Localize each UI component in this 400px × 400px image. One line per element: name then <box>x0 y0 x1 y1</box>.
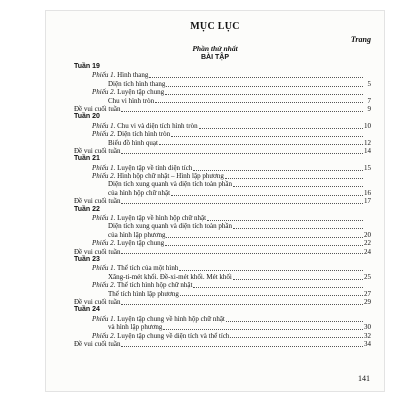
toc-page-number: 32 <box>364 331 371 340</box>
toc-entry-text: Tuần 19 <box>74 63 100 70</box>
worksheet-prefix: Phiếu 2. <box>92 88 116 97</box>
leader-dots <box>230 337 363 338</box>
leader-dots <box>207 220 363 221</box>
toc-entry <box>74 197 371 205</box>
worksheet-prefix: Phiếu 2. <box>92 281 116 290</box>
toc-entry-text: Tuần 20 <box>74 113 100 121</box>
toc-entry-text: Luyện tập chung về diện tích và thể tích <box>117 331 230 340</box>
worksheet-prefix: Phiếu 2. <box>92 130 116 139</box>
toc-entry-text: Đề vui cuối tuần <box>74 339 121 348</box>
toc-entry-label <box>92 281 192 289</box>
toc-entry-text: và hình lập phương <box>108 323 163 332</box>
toc-entry-label <box>74 340 120 348</box>
leader-dots <box>121 304 363 305</box>
toc-page-number: 34 <box>364 339 371 348</box>
leader-dots <box>233 279 363 280</box>
toc-entry <box>74 248 371 256</box>
toc-page-number: 10 <box>364 121 371 130</box>
toc-entry <box>74 298 371 306</box>
leader-dots <box>199 128 363 129</box>
toc-entry <box>74 172 371 180</box>
toc-entry <box>74 239 371 247</box>
leader-dots <box>121 346 363 347</box>
page-column-header: Trang <box>350 35 371 44</box>
toc-entry-text: Chu vi và diện tích hình tròn <box>117 121 198 130</box>
leader-dots <box>149 77 363 78</box>
toc-page-number: 15 <box>364 163 371 172</box>
toc-page-number: 24 <box>364 247 371 256</box>
leader-dots <box>180 295 363 296</box>
leader-dots <box>166 86 363 87</box>
toc-week-heading <box>74 155 371 163</box>
toc-entry-label <box>74 155 100 163</box>
toc-entry <box>74 315 371 323</box>
worksheet-prefix: Phiếu 1. <box>92 214 116 223</box>
toc-page-number: 20 <box>364 230 371 239</box>
toc-entry-text: Luyện tập chung <box>117 239 165 248</box>
toc-entry-text: Luyện tập về tính diện tích <box>117 163 193 172</box>
leader-dots <box>179 270 363 271</box>
leader-dots <box>163 329 363 330</box>
toc-entry-label <box>108 222 232 230</box>
toc-page-number: 27 <box>364 289 371 298</box>
toc-entry-text: Chu vi hình tròn <box>108 96 155 105</box>
toc-entry <box>74 122 371 130</box>
toc-entry-text: Đề vui cuối tuần <box>74 104 121 113</box>
toc-entry-text: Hình hộp chữ nhật – Hình lập phương <box>117 172 224 181</box>
toc-page-number: 22 <box>364 239 371 248</box>
toc-entry-label <box>74 113 100 121</box>
toc-entry-text: Diện tích hình tròn <box>117 130 171 139</box>
toc-entry <box>74 180 371 188</box>
toc-entry-text: Thể tích hình lập phương <box>108 289 179 298</box>
toc-entry <box>74 139 371 147</box>
toc-page-number: 5 <box>367 79 371 88</box>
toc-entry-label <box>74 248 120 256</box>
leader-dots <box>233 228 363 229</box>
toc-entry-label <box>92 315 225 323</box>
leader-dots <box>226 321 363 322</box>
toc-entry-text: Luyện tập chung về hình hộp chữ nhật <box>117 314 225 323</box>
toc-entry-label <box>92 71 148 79</box>
toc-entry <box>74 222 371 230</box>
worksheet-prefix: Phiếu 2. <box>92 239 116 248</box>
toc-entry-label <box>92 332 229 340</box>
toc-entry-text: của hình hộp chữ nhật <box>108 188 171 197</box>
toc-entry-text: Tuần 23 <box>74 255 100 263</box>
toc-entry-text: Diện tích hình thang <box>108 79 166 88</box>
leader-dots <box>121 153 363 154</box>
toc-page-number: 25 <box>364 272 371 281</box>
toc-entry-label <box>92 122 198 130</box>
leader-dots <box>193 170 363 171</box>
toc-week-heading <box>74 206 371 214</box>
toc-entry-label <box>92 239 164 247</box>
table-of-contents <box>74 63 371 348</box>
toc-entry-label <box>74 256 100 264</box>
toc-week-heading <box>74 306 371 314</box>
toc-entry-text: Đề vui cuối tuần <box>74 197 121 206</box>
part-subheading: BÀI TẬP <box>201 54 229 61</box>
toc-entry-text: Biểu đồ hình quạt <box>108 138 158 147</box>
part-heading: Phần thứ nhất <box>192 44 238 53</box>
toc-entry-text: Xăng-ti-mét khối. Đề-xi-mét khối. Mét khối <box>108 272 232 281</box>
toc-entry-label <box>108 273 232 281</box>
worksheet-prefix: Phiếu 1. <box>92 163 116 172</box>
toc-entry <box>74 340 371 348</box>
leader-dots <box>193 287 363 288</box>
toc-entry-label <box>108 323 162 331</box>
toc-entry <box>74 290 371 298</box>
toc-entry <box>74 105 371 113</box>
toc-entry-text: Đề vui cuối tuần <box>74 247 121 256</box>
toc-entry-label <box>74 197 120 205</box>
toc-entry <box>74 214 371 222</box>
leader-dots <box>171 136 363 137</box>
leader-dots <box>159 144 363 145</box>
worksheet-prefix: Phiếu 1. <box>92 121 116 130</box>
toc-entry-label <box>92 264 178 272</box>
toc-entry-label <box>108 189 170 197</box>
toc-entry-text: Luyện tập chung <box>117 88 165 97</box>
toc-entry-text: Luyện tập về hình hộp chữ nhật <box>117 214 207 223</box>
toc-entry <box>74 323 371 331</box>
toc-entry-label <box>108 97 154 105</box>
toc-page-number: 30 <box>364 323 371 332</box>
toc-entry-label <box>92 130 170 138</box>
toc-entry <box>74 164 371 172</box>
toc-entry <box>74 273 371 281</box>
toc-week-heading <box>74 113 371 121</box>
toc-entry-text: Hình thang <box>117 71 149 80</box>
toc-entry <box>74 80 371 88</box>
worksheet-prefix: Phiếu 1. <box>92 71 116 80</box>
toc-page-number: 14 <box>364 146 371 155</box>
leader-dots <box>121 111 363 112</box>
toc-page-number: 29 <box>364 297 371 306</box>
toc-entry <box>74 264 371 272</box>
toc-entry <box>74 88 371 96</box>
leader-dots <box>166 237 363 238</box>
toc-entry-label <box>108 139 158 147</box>
toc-entry-text: Đề vui cuối tuần <box>74 146 121 155</box>
leader-dots <box>121 203 363 204</box>
toc-entry-text: Thể tích hình hộp chữ nhật <box>116 281 193 290</box>
toc-entry-text: Diện tích xung quanh và diện tích toàn phần <box>108 222 233 231</box>
worksheet-prefix: Phiếu 1. <box>92 314 116 323</box>
worksheet-prefix: Phiếu 1. <box>92 264 116 273</box>
toc-entry-text: Đề vui cuối tuần <box>74 297 121 306</box>
worksheet-prefix: Phiếu 2. <box>92 172 116 181</box>
toc-entry-text: Thể tích của một hình <box>116 264 179 273</box>
toc-page-number: 16 <box>364 188 371 197</box>
toc-entry-text: của hình lập phương <box>108 230 166 239</box>
toc-entry <box>74 147 371 155</box>
toc-page-number: 9 <box>367 104 371 113</box>
toc-entry <box>74 189 371 197</box>
toc-entry <box>74 130 371 138</box>
leader-dots <box>155 102 363 103</box>
toc-entry-text: Diện tích xung quanh và diện tích toàn phần <box>108 180 233 189</box>
toc-week-heading <box>74 63 371 71</box>
toc-entry-label <box>108 80 165 88</box>
toc-entry <box>74 231 371 239</box>
worksheet-prefix: Phiếu 2. <box>92 331 116 340</box>
toc-entry-text: Tuần 24 <box>74 306 100 314</box>
toc-entry-label <box>74 206 100 214</box>
toc-entry-label <box>92 214 206 222</box>
toc-entry-label <box>108 180 232 188</box>
leader-dots <box>171 195 363 196</box>
toc-page-number: 12 <box>364 138 371 147</box>
leader-dots <box>225 178 363 179</box>
toc-entry <box>74 97 371 105</box>
page-number: 141 <box>358 374 370 383</box>
toc-entry-label <box>74 63 100 71</box>
toc-entry-label <box>92 164 192 172</box>
toc-week-heading <box>74 256 371 264</box>
leader-dots <box>165 245 363 246</box>
page-title: MỤC LỤC <box>190 21 240 32</box>
leader-dots <box>121 253 363 254</box>
toc-entry-label <box>108 290 179 298</box>
toc-entry-text: Tuần 22 <box>74 205 100 213</box>
leader-dots <box>165 94 363 95</box>
toc-page-number: 17 <box>364 197 371 206</box>
leader-dots <box>233 186 363 187</box>
toc-page-number: 7 <box>367 96 371 105</box>
toc-entry-text: Tuần 21 <box>74 155 100 163</box>
toc-entry-label <box>92 172 224 180</box>
toc-entry-label <box>108 231 165 239</box>
toc-entry <box>74 332 371 340</box>
book-page <box>45 10 385 392</box>
toc-entry <box>74 71 371 79</box>
toc-entry <box>74 281 371 289</box>
toc-entry-label <box>92 88 164 96</box>
toc-entry-label <box>74 306 100 314</box>
